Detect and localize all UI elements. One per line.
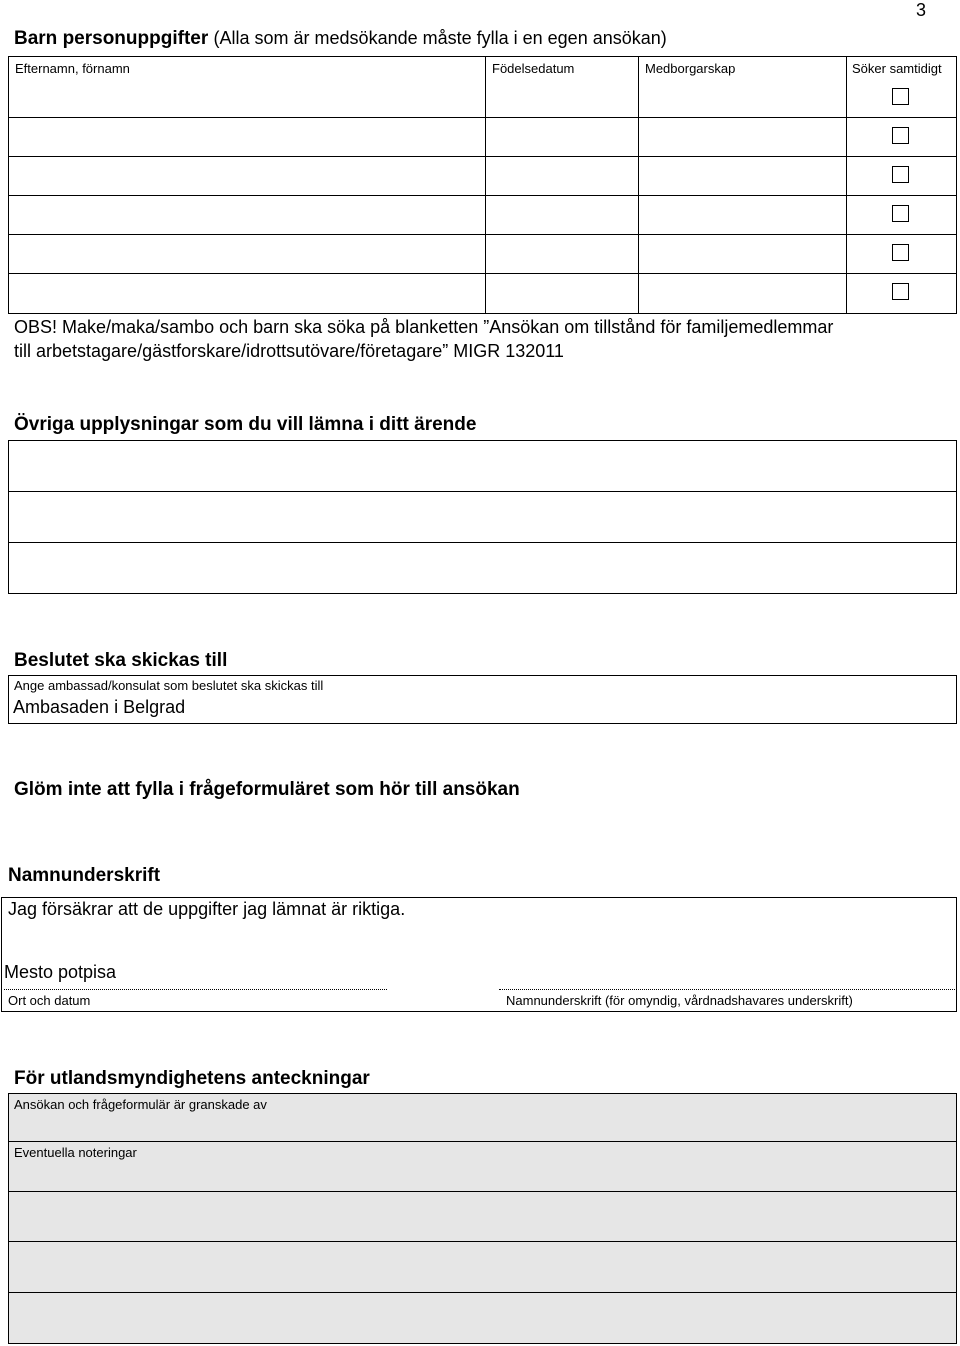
signature-title: Namnunderskrift	[8, 865, 161, 886]
signature-line	[499, 989, 955, 990]
signature-place-value[interactable]: Mesto potpisa	[4, 962, 117, 982]
column-header-applying-simultaneously: Söker samtidigt	[852, 61, 942, 76]
applying-simultaneously-checkbox-2[interactable]	[892, 127, 909, 144]
children-title-bold: Barn personuppgifter	[14, 28, 209, 49]
authority-notes-title: För utlandsmyndighetens anteckningar	[14, 1068, 370, 1089]
applying-simultaneously-checkbox-6[interactable]	[892, 283, 909, 300]
notes-field[interactable]	[8, 1141, 957, 1344]
decision-field-label: Ange ambassad/konsulat som beslutet ska skickas till	[14, 678, 324, 693]
obs-note-line-2: till arbetstagare/gästforskare/idrottsutövare/företagare” MIGR 132011	[14, 341, 564, 361]
children-table	[8, 56, 957, 314]
notes-label: Eventuella noteringar	[14, 1145, 137, 1160]
column-header-name: Efternamn, förnamn	[15, 61, 130, 76]
obs-note-line-1: OBS! Make/maka/sambo och barn ska söka på blanketten ”Ansökan om tillstånd för familjemedlemmar	[14, 317, 834, 337]
applying-simultaneously-checkbox-5[interactable]	[892, 244, 909, 261]
obs-note	[14, 315, 944, 363]
children-title-note: (Alla som är medsökande måste fylla i en egen ansökan)	[213, 28, 667, 48]
other-info-box[interactable]	[8, 440, 957, 594]
other-info-title: Övriga upplysningar som du vill lämna i ditt ärende	[14, 414, 477, 435]
page-number: 3	[916, 0, 927, 20]
child-1-name-field[interactable]	[10, 118, 484, 155]
column-header-citizenship: Medborgarskap	[645, 61, 736, 76]
reviewed-by-label: Ansökan och frågeformulär är granskade av	[14, 1097, 267, 1112]
child-1-citizenship-field[interactable]	[639, 118, 845, 155]
child-1-birthdate-field[interactable]	[486, 118, 637, 155]
applying-simultaneously-checkbox-3[interactable]	[892, 166, 909, 183]
questionnaire-reminder: Glöm inte att fylla i frågeformuläret som hör till ansökan	[14, 779, 520, 800]
column-header-birthdate: Födelsedatum	[492, 61, 575, 76]
place-date-label: Ort och datum	[8, 993, 91, 1008]
applying-simultaneously-checkbox-1[interactable]	[892, 88, 909, 105]
applying-simultaneously-checkbox-4[interactable]	[892, 205, 909, 222]
children-section-title	[14, 28, 667, 50]
decision-title: Beslutet ska skickas till	[14, 650, 228, 671]
place-date-line	[4, 989, 387, 990]
signature-label: Namnunderskrift (för omyndig, vårdnadshavares underskrift)	[506, 993, 853, 1008]
decision-field-value: Ambasaden i Belgrad	[13, 697, 186, 717]
signature-declaration: Jag försäkrar att de uppgifter jag lämnat är riktiga.	[8, 899, 406, 919]
